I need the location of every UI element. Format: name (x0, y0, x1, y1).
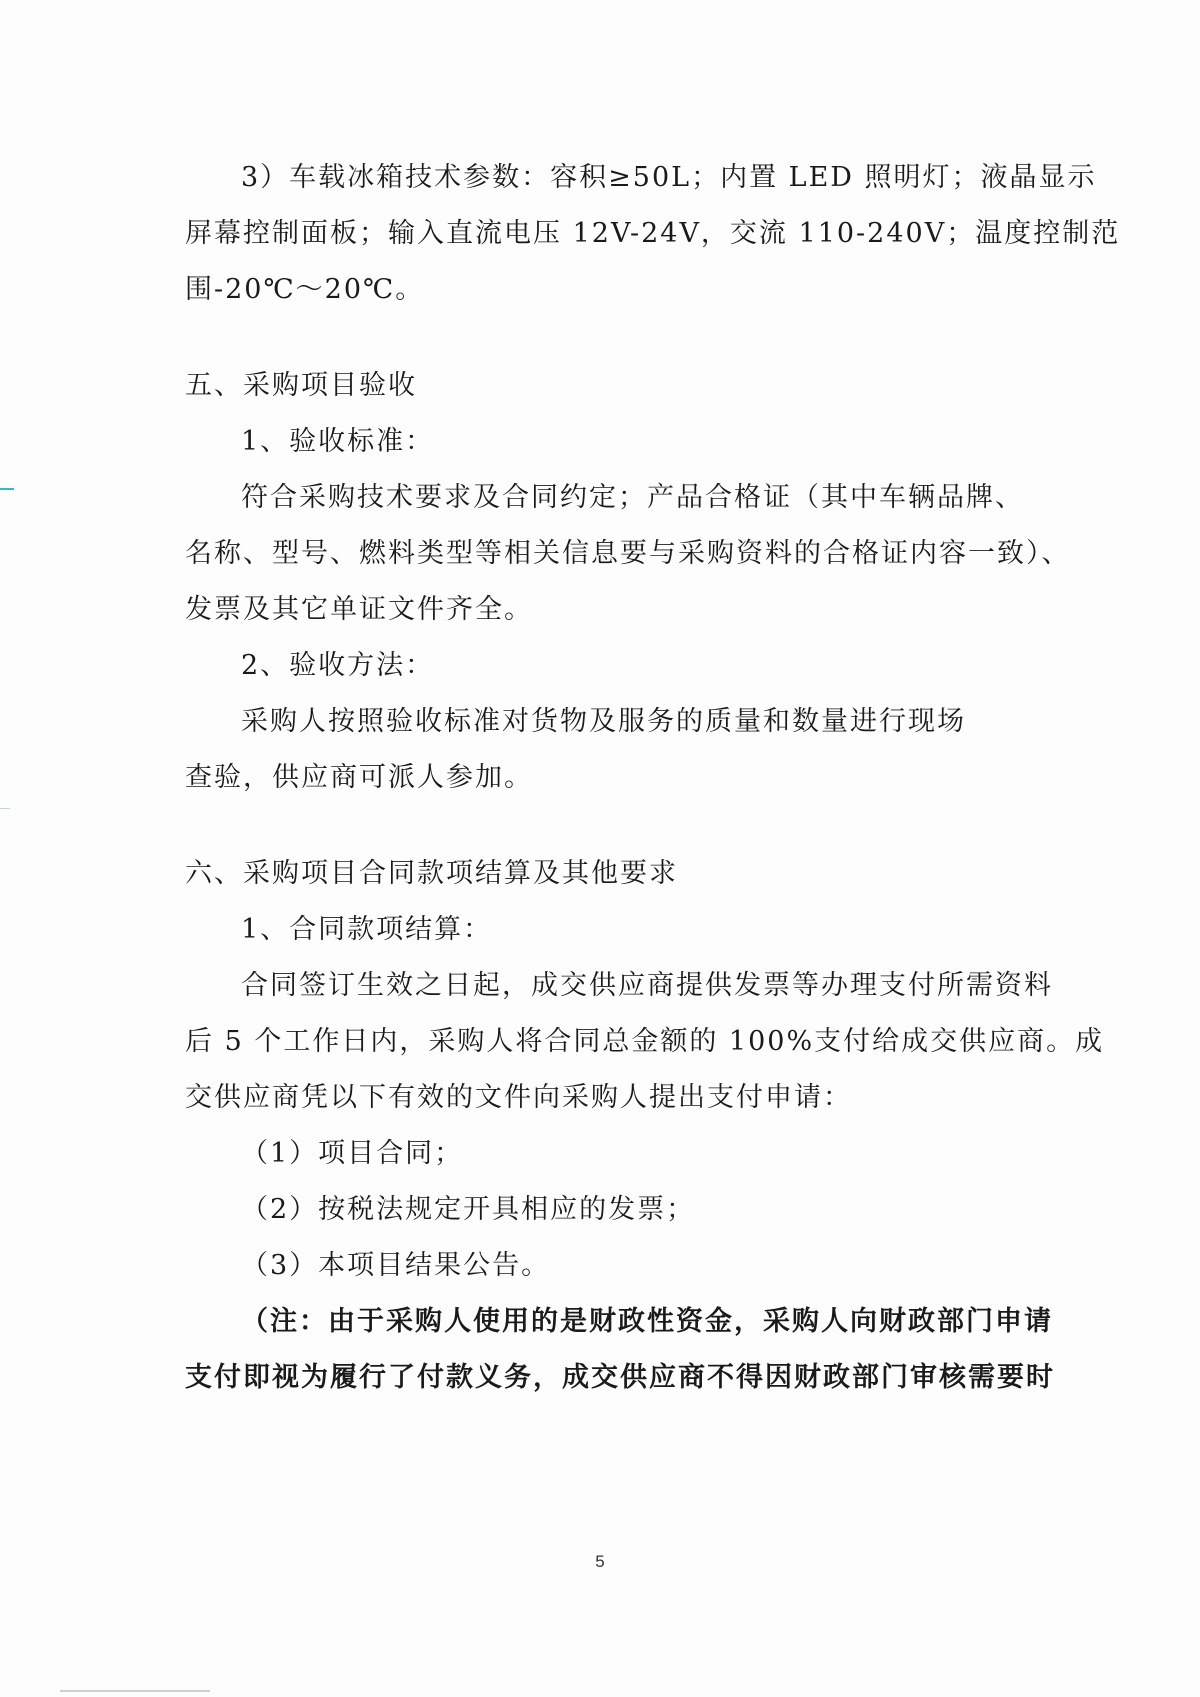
note-line-1: （注：由于采购人使用的是财政性资金，采购人向财政部门申请 (241, 1306, 1053, 1337)
settlement-line-2: 后 5 个工作日内，采购人将合同总金额的 100%支付给成交供应商。成 (185, 1026, 1105, 1057)
list-item: （1）项目合同； (241, 1138, 464, 1169)
scan-bottom-edge (60, 1690, 210, 1692)
settlement-line-3: 交供应商凭以下有效的文件向采购人提出支付申请： (185, 1082, 852, 1113)
scan-edge-mark (0, 488, 14, 490)
acceptance-criteria-line-3: 发票及其它单证文件齐全。 (185, 594, 533, 625)
acceptance-criteria-line-2: 名称、型号、燃料类型等相关信息要与采购资料的合格证内容一致）、 (185, 538, 1071, 569)
page-number: 5 (595, 1552, 605, 1571)
fridge-spec-line-1: 3）车载冰箱技术参数：容积≥50L；内置 LED 照明灯；液晶显示 (241, 162, 1097, 193)
acceptance-method-line-2: 查验，供应商可派人参加。 (185, 762, 533, 793)
acceptance-method-title: 2、验收方法： (241, 650, 435, 681)
acceptance-criteria-title: 1、验收标准： (241, 426, 435, 457)
section-5-heading: 五、采购项目验收 (185, 370, 417, 401)
list-item: （2）按税法规定开具相应的发票； (241, 1194, 696, 1225)
acceptance-criteria-line-1: 符合采购技术要求及合同约定；产品合格证（其中车辆品牌、 (241, 482, 1024, 513)
fridge-spec-line-3: 围-20℃～20℃。 (185, 274, 425, 305)
section-6-heading: 六、采购项目合同款项结算及其他要求 (185, 858, 678, 889)
scan-edge-mark-faint (0, 808, 10, 809)
note-line-2: 支付即视为履行了付款义务，成交供应商不得因财政部门审核需要时 (185, 1362, 1055, 1393)
settlement-title: 1、合同款项结算： (241, 914, 493, 945)
fridge-spec-line-2: 屏幕控制面板；输入直流电压 12V-24V，交流 110-240V；温度控制范 (185, 218, 1121, 249)
list-item: （3）本项目结果公告。 (241, 1250, 551, 1281)
acceptance-method-line-1: 采购人按照验收标准对货物及服务的质量和数量进行现场 (241, 706, 966, 737)
document-body (185, 150, 1121, 1406)
settlement-line-1: 合同签订生效之日起，成交供应商提供发票等办理支付所需资料 (241, 970, 1053, 1001)
